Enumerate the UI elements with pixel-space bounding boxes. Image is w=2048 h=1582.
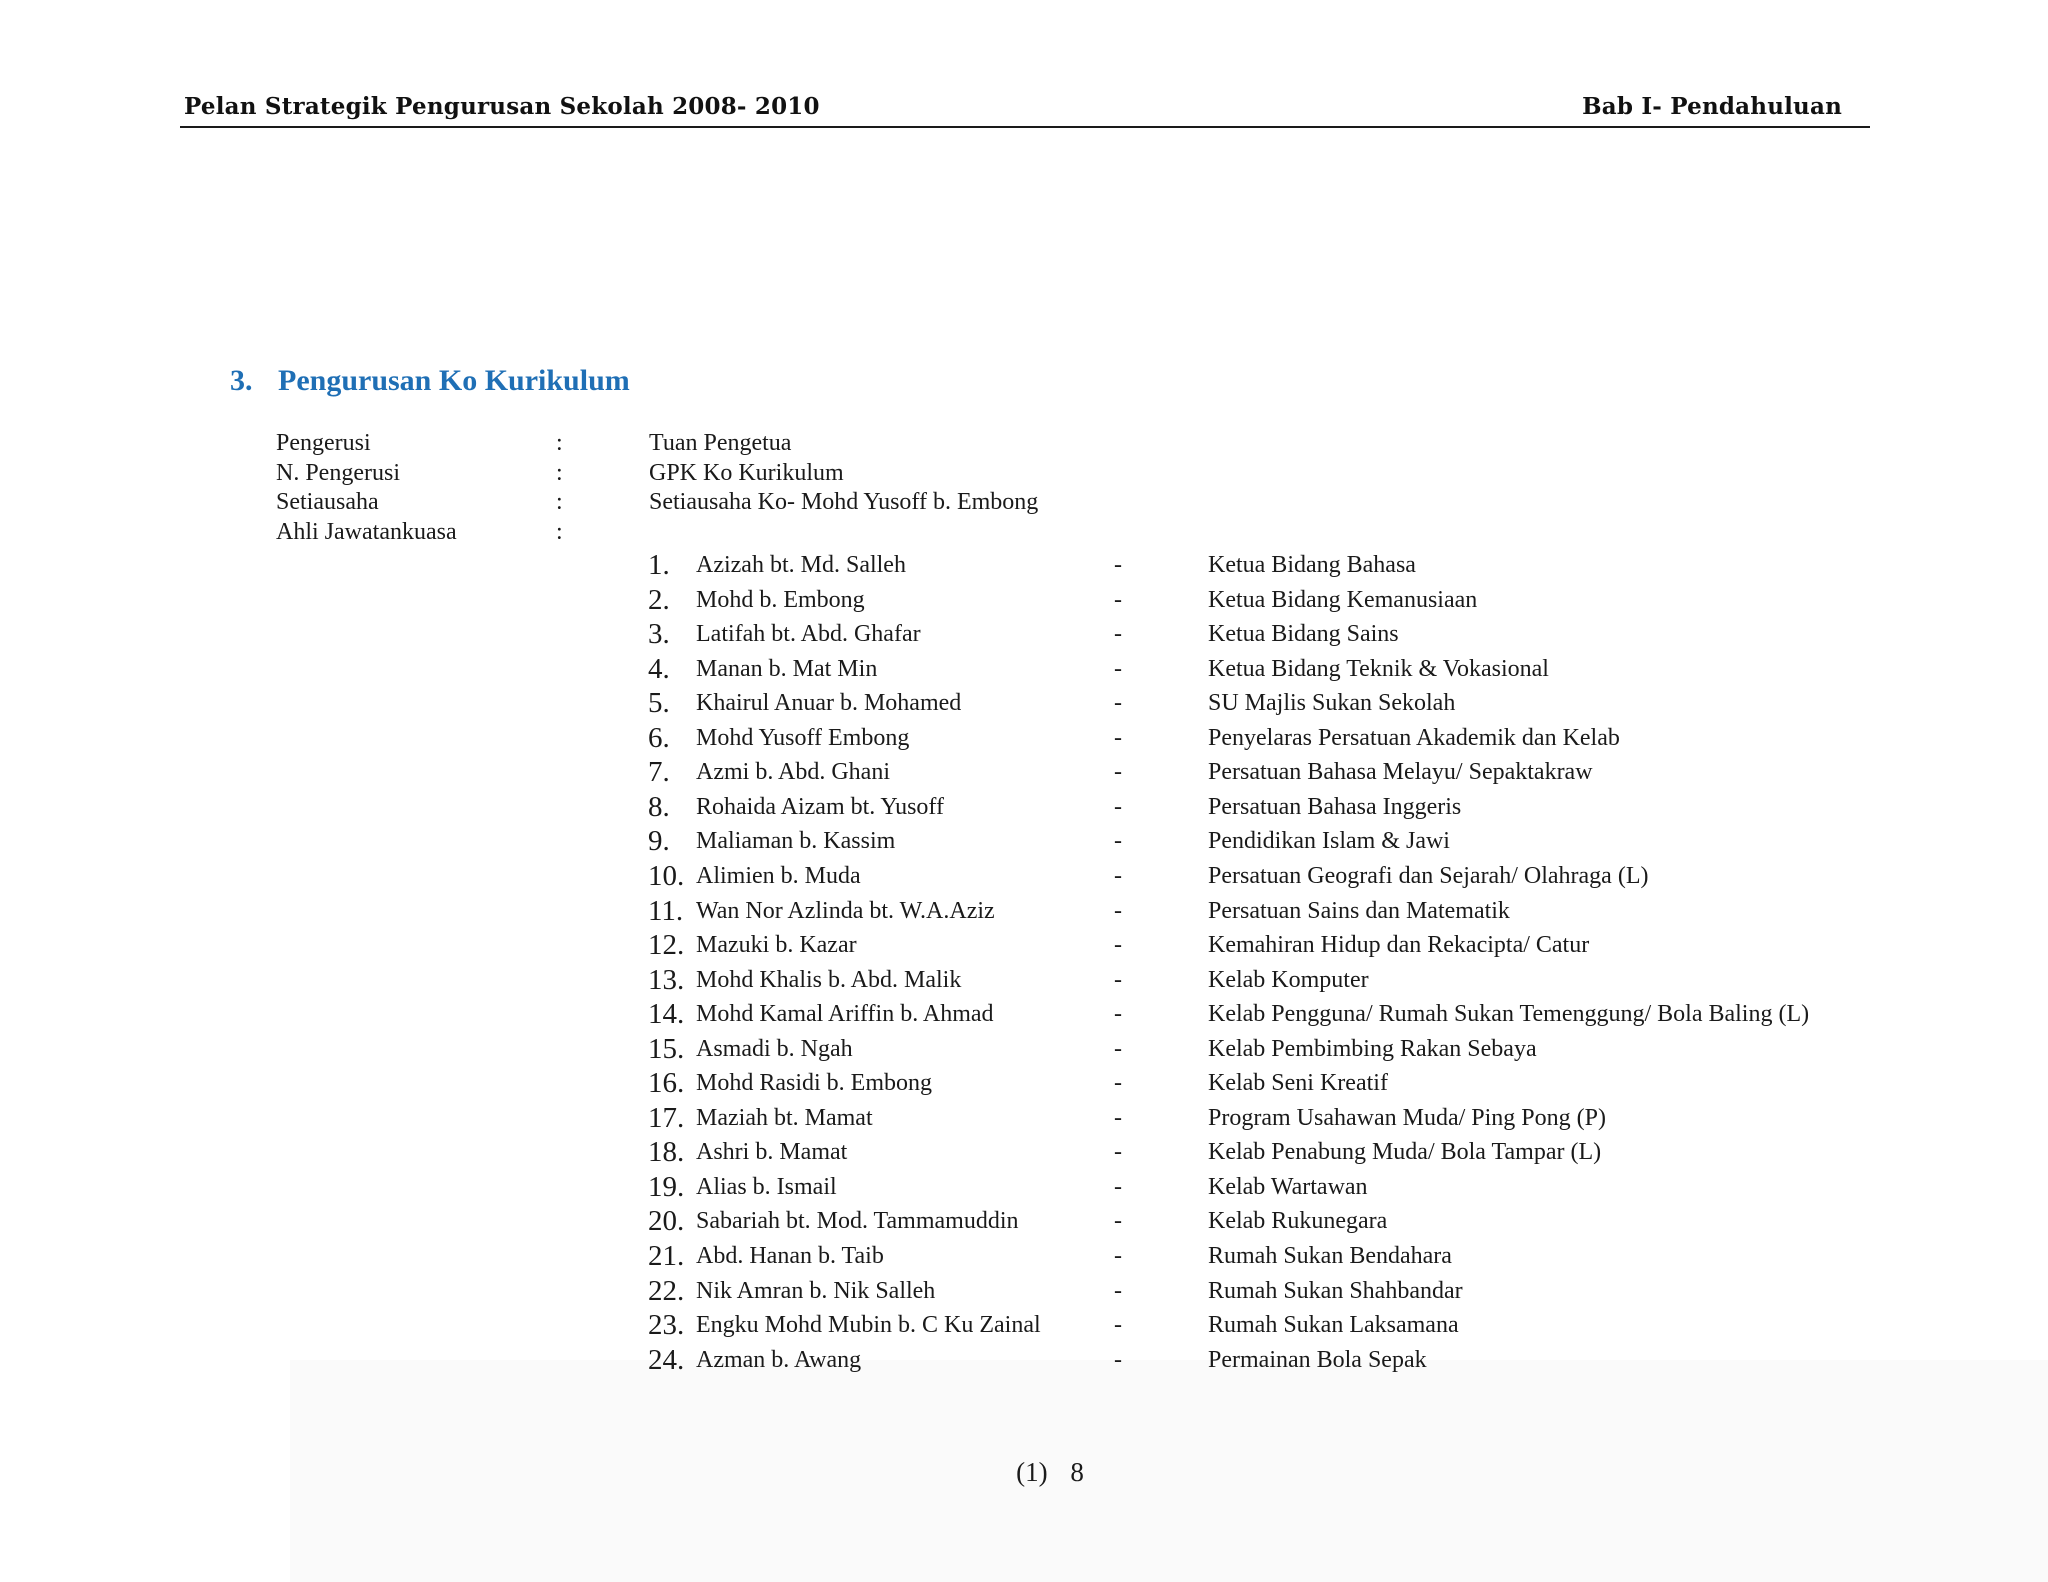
member-dash: - (1114, 586, 1122, 613)
member-name: Engku Mohd Mubin b. C Ku Zainal (696, 1312, 1041, 1339)
member-dash: - (1114, 1035, 1122, 1062)
member-number: 7. (648, 756, 670, 789)
member-number: 22. (648, 1274, 685, 1307)
member-role: Persatuan Sains dan Matematik (1208, 897, 1510, 924)
section-heading (230, 362, 630, 400)
member-role: Penyelaras Persatuan Akademik dan Kelab (1208, 724, 1620, 751)
list-item (648, 1239, 1898, 1274)
info-colon: : (556, 430, 563, 456)
member-name: Nik Amran b. Nik Salleh (696, 1277, 936, 1304)
member-dash: - (1114, 1173, 1122, 1200)
member-role: Kelab Penabung Muda/ Bola Tampar (L) (1208, 1139, 1602, 1166)
member-number: 23. (648, 1309, 685, 1342)
list-item (648, 755, 1898, 790)
list-item (648, 1135, 1898, 1170)
member-dash: - (1114, 1277, 1122, 1304)
member-name: Sabariah bt. Mod. Tammamuddin (696, 1208, 1019, 1235)
list-item (648, 652, 1898, 687)
member-number: 6. (648, 721, 670, 754)
list-item (648, 686, 1898, 721)
list-item (648, 824, 1898, 859)
document-title: Pelan Strategik Pengurusan Sekolah 2008- 2010 (184, 93, 820, 120)
info-value: Tuan Pengetua (649, 430, 792, 456)
member-name: Maliaman b. Kassim (696, 828, 896, 855)
member-role: Ketua Bidang Teknik & Vokasional (1208, 655, 1549, 682)
member-role: Persatuan Geografi dan Sejarah/ Olahraga (L) (1208, 862, 1649, 889)
member-role: Pendidikan Islam & Jawi (1208, 828, 1450, 855)
member-number: 15. (648, 1032, 685, 1065)
list-item (648, 617, 1898, 652)
member-role: Program Usahawan Muda/ Ping Pong (P) (1208, 1104, 1606, 1131)
member-name: Mohd Kamal Ariffin b. Ahmad (696, 1001, 994, 1028)
page-header (180, 92, 1870, 128)
member-name: Maziah bt. Mamat (696, 1104, 873, 1131)
member-number: 19. (648, 1170, 685, 1203)
member-dash: - (1114, 759, 1122, 786)
member-dash: - (1114, 1104, 1122, 1131)
member-role: Rumah Sukan Laksamana (1208, 1312, 1459, 1339)
member-number: 20. (648, 1205, 685, 1238)
member-name: Mohd Yusoff Embong (696, 724, 910, 751)
member-name: Alias b. Ismail (696, 1173, 837, 1200)
member-role: Ketua Bidang Bahasa (1208, 552, 1416, 578)
list-item (648, 859, 1898, 894)
chapter-title: Bab I- Pendahuluan (1582, 93, 1842, 120)
list-item (648, 963, 1898, 998)
page-number (0, 1456, 2048, 1488)
member-role: Ketua Bidang Kemanusiaan (1208, 586, 1478, 613)
member-name: Mohd Rasidi b. Embong (696, 1070, 933, 1097)
member-number: 17. (648, 1101, 685, 1134)
member-name: Ashri b. Mamat (696, 1139, 848, 1166)
member-role: Ketua Bidang Sains (1208, 621, 1399, 648)
member-role: Rumah Sukan Bendahara (1208, 1243, 1452, 1269)
list-item (648, 1204, 1898, 1239)
list-item (648, 1308, 1898, 1343)
member-number: 24. (648, 1343, 685, 1376)
member-role: Kelab Pengguna/ Rumah Sukan Temenggung/ Bola Baling (L) (1208, 1001, 1810, 1028)
list-item (648, 548, 1898, 583)
member-name: Mohd b. Embong (696, 586, 865, 613)
member-dash: - (1114, 1312, 1122, 1339)
info-label: N. Pengerusi (276, 459, 400, 486)
member-dash: - (1114, 932, 1122, 959)
list-item (648, 1274, 1898, 1309)
member-name: Rohaida Aizam bt. Yusoff (696, 793, 944, 820)
member-number: 9. (648, 825, 670, 858)
member-dash: - (1114, 862, 1122, 889)
section-number: 3. (230, 364, 253, 397)
member-name: Abd. Hanan b. Taib (696, 1243, 884, 1269)
member-dash: - (1114, 828, 1122, 855)
member-dash: - (1114, 552, 1122, 578)
member-number: 21. (648, 1240, 685, 1272)
member-number: 1. (648, 549, 670, 581)
section-title: Pengurusan Ko Kurikulum (278, 364, 630, 397)
member-role: Permainan Bola Sepak (1208, 1346, 1427, 1373)
member-name: Azizah bt. Md. Salleh (696, 552, 906, 578)
list-item (648, 1101, 1898, 1136)
member-name: Khairul Anuar b. Mohamed (696, 690, 962, 717)
member-number: 16. (648, 1067, 685, 1100)
info-label: Pengerusi (276, 430, 371, 456)
list-item (648, 997, 1898, 1032)
member-dash: - (1114, 1208, 1122, 1235)
member-dash: - (1114, 621, 1122, 648)
member-dash: - (1114, 1139, 1122, 1166)
member-role: Kelab Komputer (1208, 966, 1369, 993)
member-number: 10. (648, 859, 685, 892)
member-name: Azman b. Awang (696, 1346, 862, 1373)
member-number: 4. (648, 652, 670, 685)
member-role: Rumah Sukan Shahbandar (1208, 1277, 1463, 1304)
member-name: Mazuki b. Kazar (696, 932, 857, 959)
member-dash: - (1114, 1001, 1122, 1028)
info-label: Ahli Jawatankuasa (276, 518, 457, 545)
info-colon: : (556, 489, 563, 515)
member-dash: - (1114, 655, 1122, 682)
member-role: Persatuan Bahasa Melayu/ Sepaktakraw (1208, 759, 1593, 786)
list-item (648, 790, 1898, 825)
info-row (276, 517, 1176, 547)
list-item (648, 1066, 1898, 1101)
info-label: Setiausaha (276, 489, 379, 515)
member-number: 14. (648, 998, 685, 1031)
member-role: Kelab Rukunegara (1208, 1208, 1388, 1235)
member-role: Kelab Seni Kreatif (1208, 1070, 1388, 1097)
list-item (648, 583, 1898, 618)
member-role: SU Majlis Sukan Sekolah (1208, 690, 1456, 717)
member-dash: - (1114, 1243, 1122, 1269)
member-dash: - (1114, 1070, 1122, 1097)
member-number: 18. (648, 1136, 685, 1169)
member-name: Manan b. Mat Min (696, 655, 878, 682)
member-number: 3. (648, 618, 670, 651)
chapter-number: (1) (1016, 1457, 1048, 1487)
member-name: Azmi b. Abd. Ghani (696, 759, 890, 786)
list-item (648, 721, 1898, 756)
info-colon: : (556, 459, 563, 486)
list-item (648, 928, 1898, 963)
member-dash: - (1114, 724, 1122, 751)
list-item (648, 1032, 1898, 1067)
page-number-value: 8 (1070, 1457, 1084, 1487)
member-dash: - (1114, 966, 1122, 993)
member-number: 2. (648, 583, 670, 616)
member-number: 11. (648, 894, 684, 927)
member-dash: - (1114, 690, 1122, 717)
list-item (648, 894, 1898, 929)
info-row (276, 487, 1176, 517)
member-name: Mohd Khalis b. Abd. Malik (696, 966, 962, 993)
member-number: 12. (648, 929, 685, 962)
member-name: Asmadi b. Ngah (696, 1035, 853, 1062)
member-number: 13. (648, 963, 685, 996)
member-name: Latifah bt. Abd. Ghafar (696, 621, 921, 648)
member-dash: - (1114, 1346, 1122, 1373)
info-value: Setiausaha Ko- Mohd Yusoff b. Embong (649, 489, 1039, 515)
info-colon: : (556, 518, 563, 545)
member-role: Kelab Pembimbing Rakan Sebaya (1208, 1035, 1537, 1062)
member-role: Kelab Wartawan (1208, 1173, 1368, 1200)
member-role: Kemahiran Hidup dan Rekacipta/ Catur (1208, 932, 1590, 959)
list-item (648, 1343, 1898, 1378)
member-role: Persatuan Bahasa Inggeris (1208, 793, 1462, 820)
member-number: 8. (648, 790, 670, 823)
member-dash: - (1114, 897, 1122, 924)
member-name: Alimien b. Muda (696, 862, 861, 889)
member-name: Wan Nor Azlinda bt. W.A.Aziz (696, 897, 995, 924)
info-value: GPK Ko Kurikulum (649, 459, 844, 486)
info-row (276, 428, 1176, 458)
member-number: 5. (648, 687, 670, 720)
member-dash: - (1114, 793, 1122, 820)
list-item (648, 1170, 1898, 1205)
info-row (276, 458, 1176, 488)
